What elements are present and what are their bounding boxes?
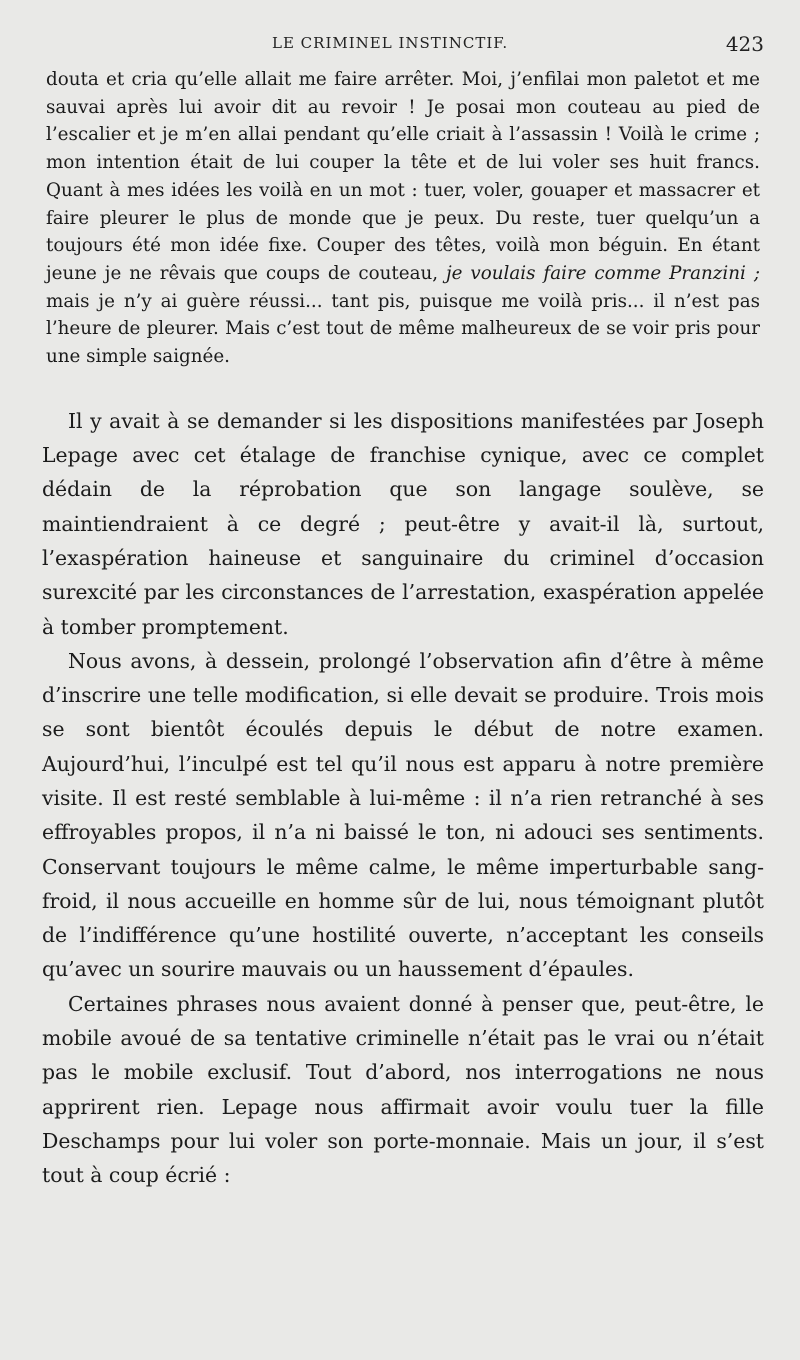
running-header [0, 34, 800, 58]
paragraph-motive: Certaines phrases nous avaient donné à penser que, peut-être, le mobile avoué de sa tentative criminelle n’était pas le vrai ou n’était pas le mobile exclusif. Tout d’abord, nos interrogations ne nous apprirent rien. Lepage nous affirmait avoir voulu tuer la fille Deschamps pour lui voler son porte-monnaie. Mais un jour, il s’est tout à coup écrié : [42, 991, 764, 1188]
quoted-confession [42, 66, 764, 371]
quote-text-end: mais je n’y ai guère réussi... tant pis, puisque me voilà pris... il n’est pas l’heure de pleurer. Mais c’est tout de même malheureux de se voir pris pour une simple saignée. [46, 290, 760, 368]
quote-italic-text: je voulais faire comme Pranzini ; [438, 262, 760, 284]
paragraph-dispositions: Il y avait à se demander si les dispositions manifestées par Joseph Lepage avec cet étalage de franchise cynique, avec ce complet dédain de la réprobation que son langage soulève, se maintiendraient à ce degré ; peut-être y avait-il là, surtout, l’exaspération haineuse et sanguinaire du criminel d’occasion surexcité par les circonstances de l’arrestation, exaspération appelée à tomber promptement. [42, 408, 764, 639]
paragraph-observation: Nous avons, à dessein, prolongé l’observation afin d’être à même d’inscrire une telle modification, si elle devait se produire. Trois mois se sont bientôt écoulés depuis le début de notre examen. Aujourd’hui, l’inculpé est tel qu’il nous est apparu à notre première visite. Il est resté semblable à lui-même : il n’a rien retranché à ses effroyables propos, il n’a ni baissé le ton, ni adouci ses sentiments. Conservant toujours le même calme, le même imperturbable sang-froid, il nous accueille en homme sûr de lui, nous témoignant plutôt de l’indifférence qu’une hostilité ouverte, n’acceptant les conseils qu’avec un sourire mauvais ou un haussement d’épaules. [42, 648, 764, 982]
quote-text-start: douta et cria qu’elle allait me faire arrêter. Moi, j’enfilai mon paletot et me sauvai après lui avoir dit au revoir ! Je posai mon couteau au pied de l’escalier et je m’en allai pendant qu’elle criait à l’assassin ! Voilà le crime ; mon intention était de lui couper la tête et de lui voler ses huit francs. Quant à mes idées les voilà en un mot : tuer, voler, gouaper et massacrer et faire pleurer le plus de monde que je peux. Du reste, tuer quelqu’un a toujours été mon idée fixe. Couper des têtes, voilà mon béguin. En étant jeune je ne rêvais que coups de couteau, [46, 69, 760, 284]
page-number: 423 [725, 32, 764, 56]
text-block [42, 66, 764, 1193]
body-text [42, 404, 764, 1193]
running-title: LE CRIMINEL INSTINCTIF. [272, 34, 509, 52]
quote-paragraph [46, 66, 760, 371]
